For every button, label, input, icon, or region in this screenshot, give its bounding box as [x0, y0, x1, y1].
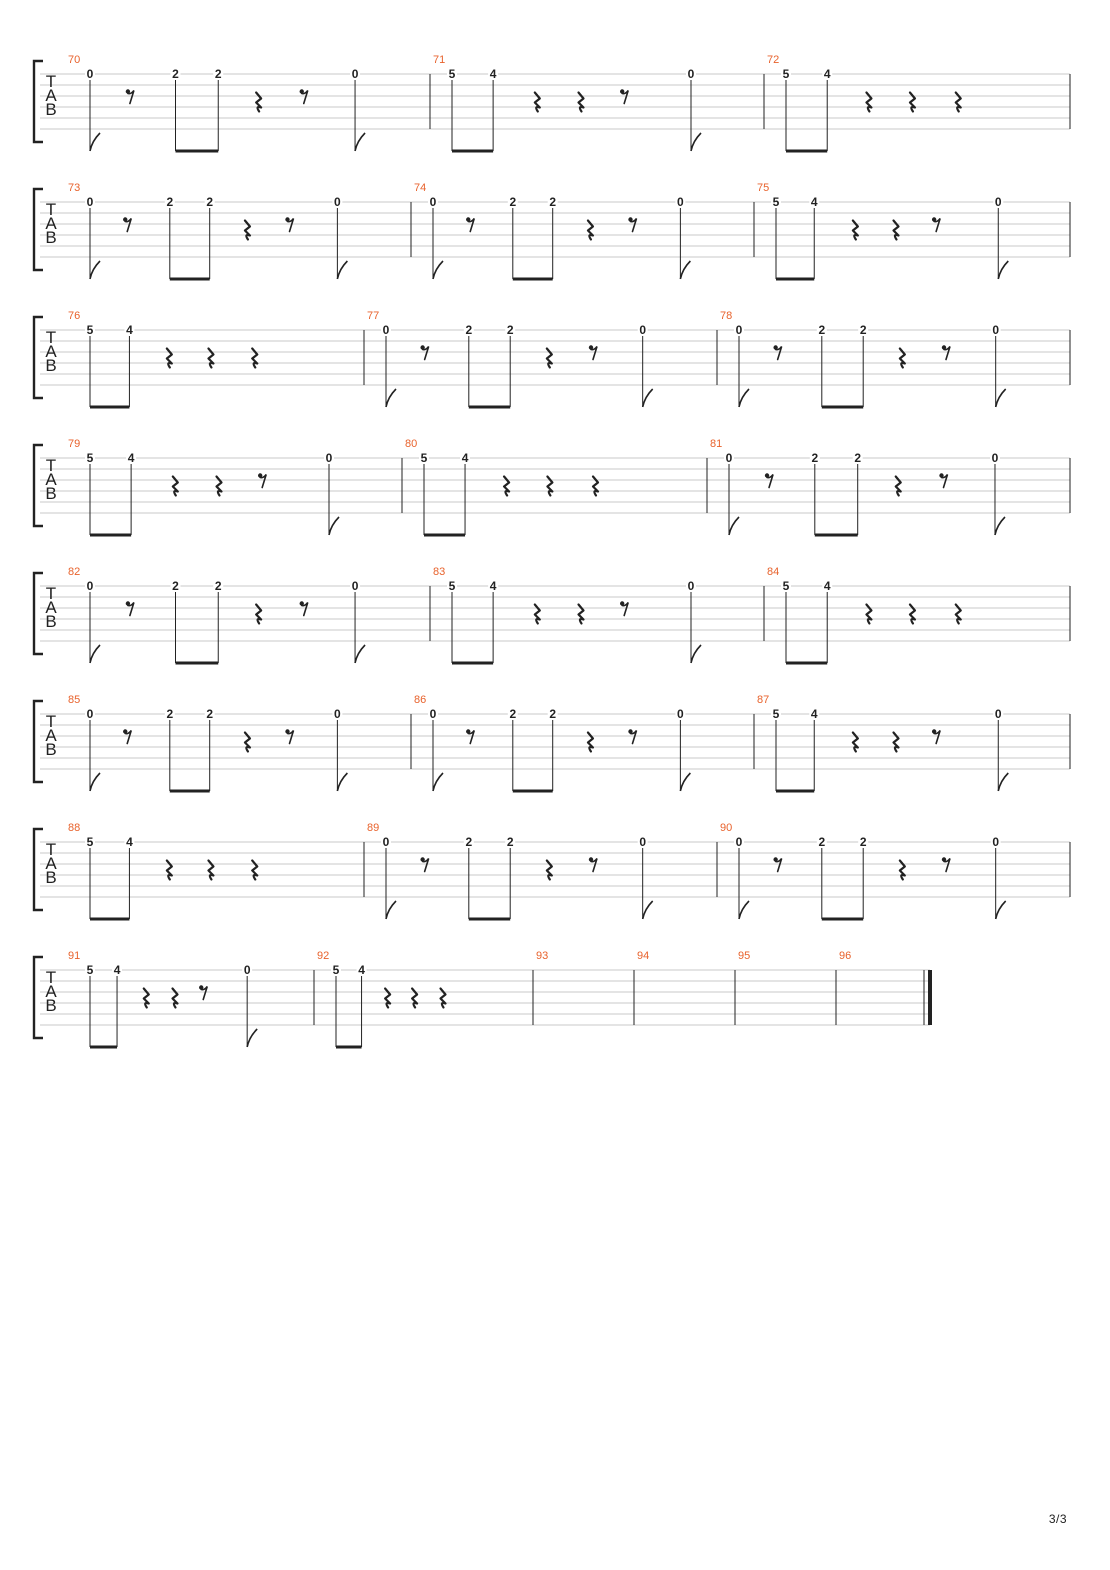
measure	[405, 438, 598, 535]
system-bracket	[34, 317, 43, 398]
quarter-rest	[208, 861, 213, 880]
quarter-rest	[588, 221, 593, 240]
quarter-rest	[900, 861, 905, 880]
fret-number: 0	[86, 579, 94, 593]
measure-number: 89	[367, 822, 380, 834]
fret-number: 4	[489, 67, 497, 81]
measure	[317, 950, 446, 1047]
fret-number: 0	[992, 323, 1000, 337]
quarter-rest	[256, 93, 261, 112]
fret-number: 2	[166, 195, 174, 209]
eighth-flag	[643, 901, 653, 919]
tab-clef-letter: B	[45, 228, 57, 247]
tab-clef-letter: B	[45, 356, 57, 375]
tab-system	[34, 694, 1070, 791]
measure	[536, 950, 548, 962]
measure	[68, 950, 257, 1047]
quarter-rest	[245, 221, 250, 240]
tab-clef-letter: T	[45, 72, 57, 91]
page-number: 3/3	[1048, 1512, 1067, 1526]
eighth-flag	[739, 901, 749, 919]
fret-number: 5	[86, 451, 94, 465]
fret-number: 0	[994, 195, 1002, 209]
system-bracket	[34, 445, 43, 526]
quarter-rest	[956, 605, 961, 624]
eighth-flag	[680, 773, 690, 791]
quarter-rest	[894, 733, 899, 752]
quarter-rest	[910, 605, 915, 624]
fret-number: 4	[823, 67, 831, 81]
fret-number: 2	[549, 195, 557, 209]
fret-number: 2	[166, 707, 174, 721]
fret-number: 5	[420, 451, 428, 465]
quarter-rest	[252, 861, 257, 880]
fret-number: 5	[782, 67, 790, 81]
eighth-flag	[739, 389, 749, 407]
fret-number: 4	[810, 195, 818, 209]
fret-number: 0	[735, 835, 743, 849]
fret-number: 0	[382, 835, 390, 849]
fret-number: 4	[489, 579, 497, 593]
fret-number: 2	[818, 323, 826, 337]
measure-number: 74	[414, 182, 427, 194]
tab-clef-letter: A	[45, 86, 57, 105]
tab-clef-letter: A	[45, 598, 57, 617]
fret-number: 0	[86, 707, 94, 721]
system-bracket	[34, 189, 43, 270]
eighth-flag	[691, 133, 701, 151]
tab-clef-letter: A	[45, 342, 57, 361]
tab-clef-letter: B	[45, 868, 57, 887]
eighth-flag	[386, 901, 396, 919]
fret-number: 0	[86, 195, 94, 209]
measure	[433, 54, 701, 151]
tab-system	[34, 438, 1070, 535]
quarter-rest	[256, 605, 261, 624]
measure-number: 85	[68, 694, 81, 706]
fret-number: 2	[506, 323, 514, 337]
measure	[414, 694, 690, 791]
quarter-rest	[217, 477, 222, 496]
fret-number: 0	[429, 195, 437, 209]
quarter-rest	[441, 989, 446, 1008]
measure	[68, 694, 347, 791]
fret-number: 4	[126, 835, 133, 849]
eighth-flag	[729, 517, 739, 535]
eighth-flag	[386, 389, 396, 407]
fret-number: 5	[86, 963, 94, 977]
system-bracket	[34, 61, 43, 142]
quarter-rest	[547, 861, 552, 880]
quarter-rest	[252, 349, 257, 368]
eighth-flag	[90, 261, 100, 279]
fret-number: 2	[206, 707, 214, 721]
measure-number: 80	[405, 438, 418, 450]
measure-number: 82	[68, 566, 81, 578]
tab-clef-letter: T	[45, 968, 57, 987]
quarter-rest	[579, 93, 584, 112]
quarter-rest	[535, 93, 540, 112]
fret-number: 4	[823, 579, 831, 593]
tab-clef-letter: B	[45, 612, 57, 631]
fret-number: 0	[429, 707, 437, 721]
fret-number: 0	[735, 323, 743, 337]
quarter-rest	[579, 605, 584, 624]
fret-number: 0	[334, 707, 341, 721]
fret-number: 0	[351, 67, 359, 81]
eighth-flag	[643, 389, 653, 407]
tab-clef-letter: B	[45, 740, 57, 759]
fret-number: 4	[113, 963, 121, 977]
measure	[757, 182, 1008, 279]
measure	[839, 950, 851, 962]
fret-number: 0	[677, 707, 684, 721]
fret-number: 5	[86, 323, 94, 337]
fret-number: 2	[465, 835, 473, 849]
quarter-rest	[900, 349, 905, 368]
fret-number: 2	[509, 195, 517, 209]
tab-clef-letter: A	[45, 726, 57, 745]
measure-number: 88	[68, 822, 81, 834]
measure-number: 93	[536, 950, 549, 962]
measure	[68, 182, 347, 279]
tab-clef-letter: A	[45, 214, 57, 233]
measure	[720, 310, 1006, 407]
quarter-rest	[173, 989, 178, 1008]
measure-number: 81	[710, 438, 723, 450]
tab-system	[34, 54, 1070, 151]
measure-number: 83	[433, 566, 446, 578]
eighth-flag	[995, 517, 1005, 535]
eighth-flag	[433, 261, 443, 279]
eighth-flag	[337, 773, 347, 791]
quarter-rest	[208, 349, 213, 368]
tab-system	[34, 182, 1070, 279]
quarter-rest	[956, 93, 961, 112]
measure-number: 91	[68, 950, 81, 962]
fret-number: 0	[86, 67, 94, 81]
eighth-flag	[90, 773, 100, 791]
fret-number: 0	[639, 323, 647, 337]
fret-number: 2	[859, 835, 867, 849]
tab-clef-letter: T	[45, 584, 57, 603]
measure	[767, 566, 961, 663]
tab-clef-letter: T	[45, 712, 57, 731]
quarter-rest	[535, 605, 540, 624]
eighth-flag	[433, 773, 443, 791]
fret-number: 5	[86, 835, 94, 849]
measure-number: 71	[433, 54, 446, 66]
fret-number: 2	[214, 67, 222, 81]
measure	[738, 950, 750, 962]
fret-number: 2	[214, 579, 222, 593]
fret-number: 2	[465, 323, 473, 337]
fret-number: 5	[772, 707, 780, 721]
quarter-rest	[894, 221, 899, 240]
measure-number: 76	[68, 310, 81, 322]
fret-number: 2	[172, 67, 179, 81]
measure-number: 94	[637, 950, 650, 962]
measure	[68, 54, 365, 151]
quarter-rest	[866, 93, 871, 112]
measure	[68, 310, 257, 407]
measure-number: 70	[68, 54, 81, 66]
fret-number: 5	[332, 963, 340, 977]
tab-system	[34, 822, 1070, 919]
eighth-flag	[90, 645, 100, 663]
fret-number: 2	[549, 707, 557, 721]
quarter-rest	[385, 989, 390, 1008]
eighth-flag	[998, 773, 1008, 791]
quarter-rest	[167, 349, 172, 368]
measure	[414, 182, 690, 279]
quarter-rest	[167, 861, 172, 880]
measure-number: 73	[68, 182, 81, 194]
tab-clef-letter: A	[45, 470, 57, 489]
quarter-rest	[593, 477, 598, 496]
tab-clef-letter: T	[45, 840, 57, 859]
measure	[68, 566, 365, 663]
quarter-rest	[853, 221, 858, 240]
measure	[68, 438, 339, 535]
fret-number: 0	[725, 451, 733, 465]
fret-number: 0	[687, 67, 695, 81]
fret-number: 2	[859, 323, 867, 337]
quarter-rest	[547, 477, 552, 496]
fret-number: 0	[382, 323, 390, 337]
fret-number: 0	[325, 451, 333, 465]
fret-number: 2	[509, 707, 517, 721]
quarter-rest	[896, 477, 901, 496]
fret-number: 2	[172, 579, 179, 593]
tab-clef-letter: B	[45, 484, 57, 503]
fret-number: 2	[854, 451, 862, 465]
quarter-rest	[910, 93, 915, 112]
measure	[367, 310, 653, 407]
measure	[757, 694, 1008, 791]
fret-number: 0	[243, 963, 251, 977]
fret-number: 4	[810, 707, 818, 721]
measure	[433, 566, 701, 663]
quarter-rest	[588, 733, 593, 752]
fret-number: 0	[687, 579, 695, 593]
fret-number: 5	[448, 579, 456, 593]
eighth-flag	[355, 645, 365, 663]
quarter-rest	[245, 733, 250, 752]
measure-number: 96	[839, 950, 852, 962]
measure-number: 77	[367, 310, 380, 322]
eighth-flag	[996, 901, 1006, 919]
tab-clef-letter: A	[45, 982, 57, 1001]
tab-clef-letter: B	[45, 996, 57, 1015]
tab-system	[34, 566, 1070, 663]
eighth-flag	[355, 133, 365, 151]
fret-number: 5	[782, 579, 790, 593]
quarter-rest	[853, 733, 858, 752]
fret-number: 0	[677, 195, 684, 209]
fret-number: 4	[358, 963, 365, 977]
fret-number: 0	[992, 835, 1000, 849]
fret-number: 0	[991, 451, 999, 465]
measure-number: 79	[68, 438, 81, 450]
measure-number: 87	[757, 694, 770, 706]
system-bracket	[34, 957, 43, 1038]
fret-number: 4	[126, 323, 133, 337]
tab-clef-letter: A	[45, 854, 57, 873]
tab-system	[34, 310, 1070, 407]
measure-number: 95	[738, 950, 751, 962]
eighth-flag	[90, 133, 100, 151]
measure	[367, 822, 653, 919]
tab-clef-letter: T	[45, 456, 57, 475]
quarter-rest	[144, 989, 149, 1008]
measure-number: 78	[720, 310, 733, 322]
measure-number: 92	[317, 950, 330, 962]
measure	[720, 822, 1006, 919]
quarter-rest	[504, 477, 509, 496]
tab-system	[34, 950, 930, 1047]
quarter-rest	[173, 477, 178, 496]
fret-number: 2	[206, 195, 214, 209]
measure-number: 75	[757, 182, 770, 194]
fret-number: 0	[639, 835, 647, 849]
measure	[767, 54, 961, 151]
fret-number: 2	[506, 835, 514, 849]
fret-number: 0	[994, 707, 1002, 721]
fret-number: 2	[818, 835, 826, 849]
eighth-flag	[998, 261, 1008, 279]
fret-number: 4	[461, 451, 469, 465]
tab-clef-letter: T	[45, 200, 57, 219]
eighth-flag	[337, 261, 347, 279]
quarter-rest	[547, 349, 552, 368]
system-bracket	[34, 701, 43, 782]
fret-number: 5	[772, 195, 780, 209]
fret-number: 0	[334, 195, 341, 209]
quarter-rest	[412, 989, 417, 1008]
eighth-flag	[691, 645, 701, 663]
measure	[68, 822, 257, 919]
eighth-flag	[680, 261, 690, 279]
fret-number: 0	[351, 579, 359, 593]
fret-number: 2	[811, 451, 819, 465]
eighth-flag	[247, 1029, 257, 1047]
tab-clef-letter: B	[45, 100, 57, 119]
system-bracket	[34, 829, 43, 910]
measure-number: 72	[767, 54, 780, 66]
fret-number: 4	[127, 451, 135, 465]
measure	[637, 950, 649, 962]
measure-number: 86	[414, 694, 427, 706]
fret-number: 5	[448, 67, 456, 81]
system-bracket	[34, 573, 43, 654]
eighth-flag	[329, 517, 339, 535]
tab-clef-letter: T	[45, 328, 57, 347]
eighth-flag	[996, 389, 1006, 407]
quarter-rest	[866, 605, 871, 624]
measure-number: 90	[720, 822, 733, 834]
measure	[710, 438, 1005, 535]
measure-number: 84	[767, 566, 780, 578]
